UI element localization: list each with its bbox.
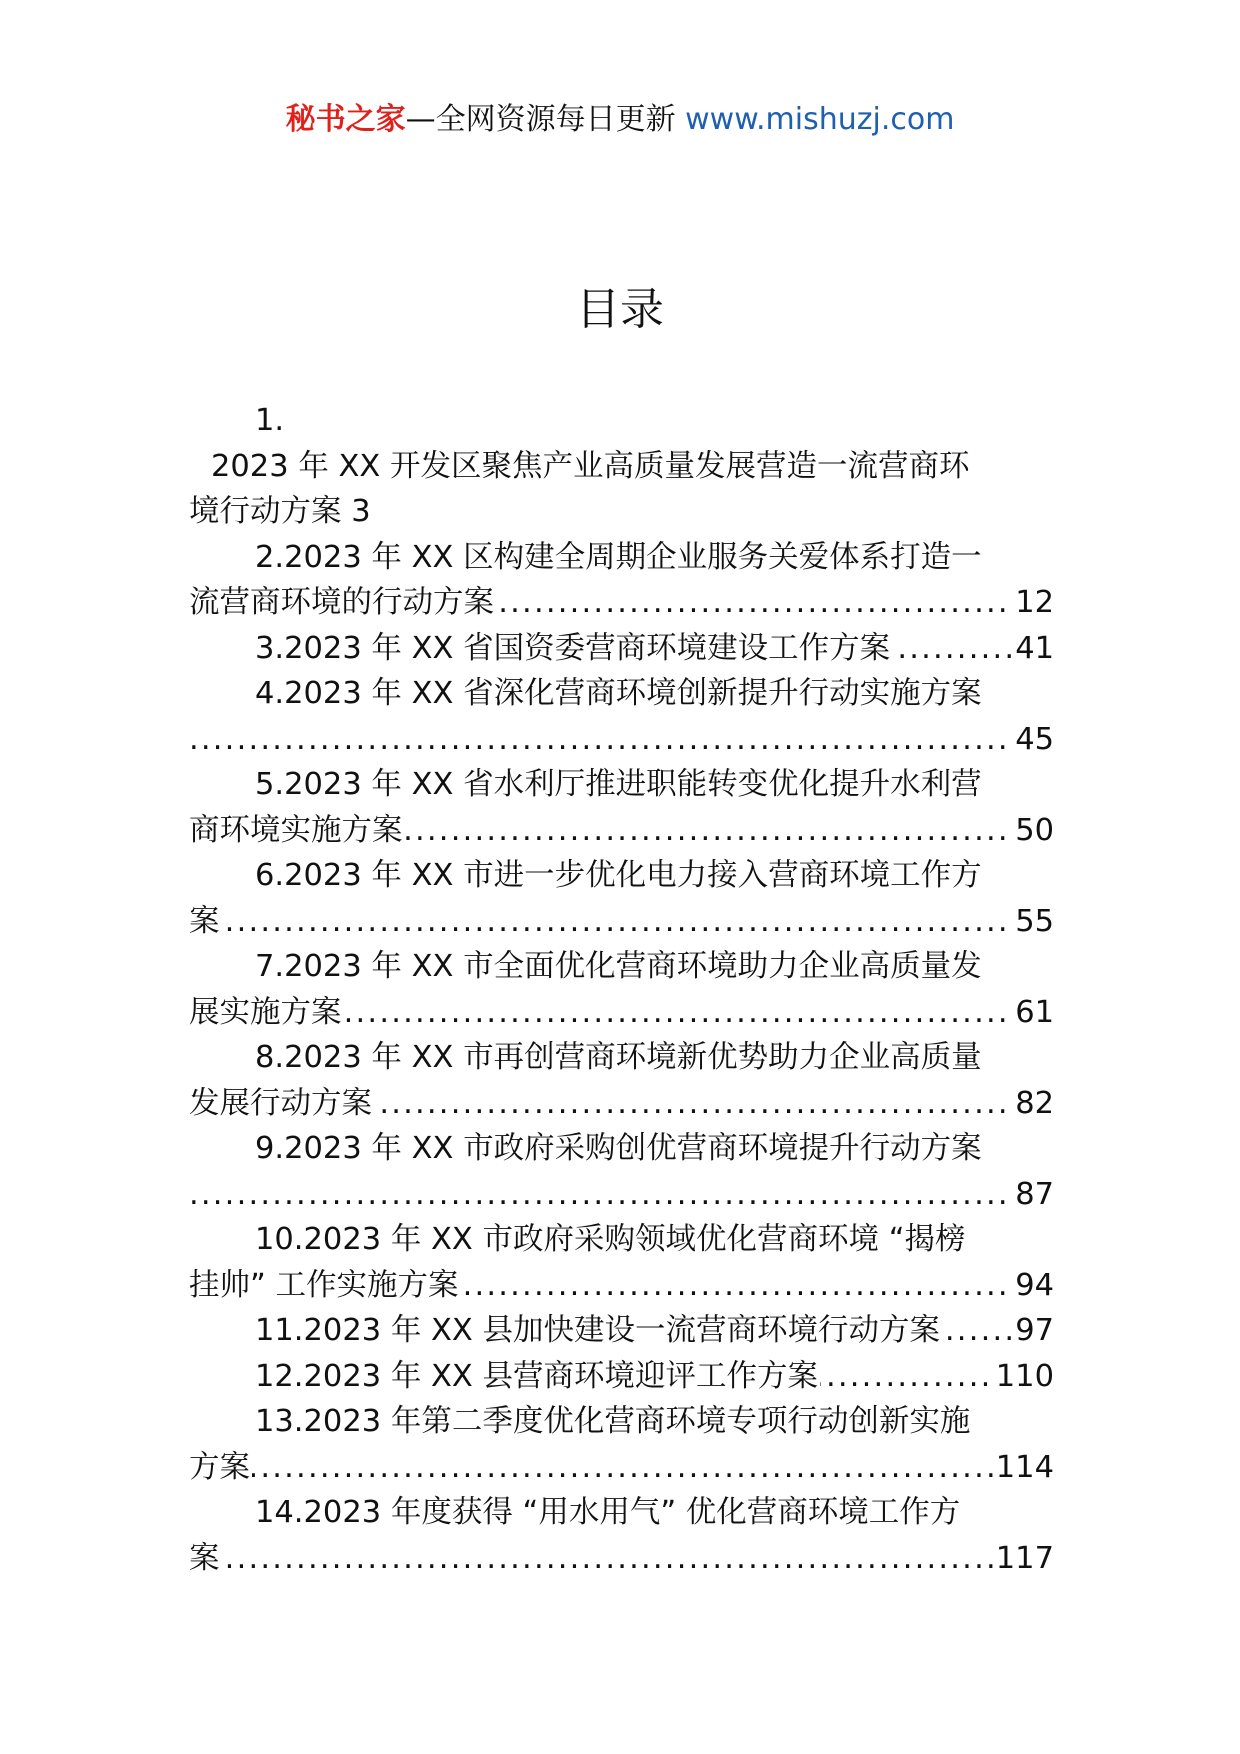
toc-entry-title: 11.2023 年 XX 县加快建设一流营商环境行动方案 <box>255 1313 940 1348</box>
toc-page-number: 110 <box>994 1354 1054 1400</box>
toc-entry-title-continued: 案 <box>189 903 220 939</box>
toc-entry-leader-line <box>189 717 1054 763</box>
toc-entry-1[interactable] <box>189 398 1054 535</box>
toc-entry-leader-line <box>189 1172 1054 1218</box>
toc-entry-5[interactable] <box>189 762 1054 853</box>
toc-page-number: 55 <box>1013 899 1054 945</box>
toc-entry-title: 2023 年 XX 开发区聚焦产业高质量发展营造一流营商环 <box>211 448 970 484</box>
banner-slogan: —全网资源每日更新 <box>405 102 686 137</box>
site-banner <box>0 100 1240 140</box>
toc-entry-4[interactable] <box>189 671 1054 762</box>
toc-entry-7[interactable] <box>189 944 1054 1035</box>
toc-entry-leader-line <box>189 1308 1054 1354</box>
toc-page-number: ..... 87 <box>1013 1172 1054 1218</box>
toc-page-number: ..... 45 <box>1013 717 1054 763</box>
toc-entry-title-continued: 展实施方案 <box>189 994 342 1030</box>
toc-entry-leader-line <box>189 1081 1054 1127</box>
toc-entry-title: 2.2023 年 XX 区构建全周期企业服务关爱体系打造一 <box>255 539 982 575</box>
toc-entry-title: 12.2023 年 XX 县营商环境迎评工作方案 <box>255 1358 818 1394</box>
toc-page-number: 114 <box>994 1445 1054 1491</box>
toc-entry-title-continued: 发展行动方案 <box>189 1085 372 1121</box>
toc-entry-title-continued: 商环境实施方案 <box>189 812 403 848</box>
toc-entry-6[interactable] <box>189 853 1054 944</box>
toc-page-number: 82 <box>1013 1081 1054 1127</box>
toc-entry-leader-line <box>189 899 1054 945</box>
toc-entry-title: 9.2023 年 XX 市政府采购创优营商环境提升行动方案 <box>255 1131 982 1166</box>
toc-entry-leader-line <box>189 1354 1054 1400</box>
toc-entry-title-continued: 境行动方案 3 <box>189 494 371 529</box>
toc-page-number: 50 <box>1013 808 1054 854</box>
toc-page-number: 97 <box>1013 1308 1054 1354</box>
toc-page-number: 117 <box>994 1536 1054 1582</box>
toc-entry-9[interactable] <box>189 1126 1054 1217</box>
toc-entry-12[interactable] <box>189 1354 1054 1400</box>
toc-entry-title: 8.2023 年 XX 市再创营商环境新优势助力企业高质量 <box>255 1040 982 1075</box>
toc-entry-leader-line <box>189 990 1054 1036</box>
toc-entry-title: 4.2023 年 XX 省深化营商环境创新提升行动实施方案 <box>255 676 982 711</box>
toc-entry-3[interactable] <box>189 626 1054 672</box>
toc-entry-title: 13.2023 年第二季度优化营商环境专项行动创新实施 <box>255 1404 971 1439</box>
toc-page-number: 41 <box>1013 626 1054 672</box>
toc-entry-title: 5.2023 年 XX 省水利厅推进职能转变优化提升水利营 <box>255 767 982 802</box>
toc-entry-number: 1. <box>255 403 285 438</box>
toc-entry-title-continued: 方案 <box>189 1449 250 1485</box>
toc-page-number: 61 <box>1013 990 1054 1036</box>
toc-entry-11[interactable] <box>189 1308 1054 1354</box>
toc-entry-leader-line <box>189 1536 1054 1582</box>
toc-entry-13[interactable] <box>189 1399 1054 1490</box>
toc-entry-10[interactable] <box>189 1217 1054 1308</box>
toc-page-number: 12 <box>1013 580 1054 626</box>
toc-entry-leader-line <box>189 808 1054 854</box>
toc-entry-2[interactable] <box>189 535 1054 626</box>
toc-entry-title: 7.2023 年 XX 市全面优化营商环境助力企业高质量发 <box>255 949 982 984</box>
toc-entry-14[interactable] <box>189 1490 1054 1581</box>
toc-entry-title: 14.2023 年度获得 “用水用气” 优化营商环境工作方 <box>255 1495 961 1530</box>
site-url-link[interactable]: www.mishuzj.com <box>685 102 955 137</box>
toc-entry-title: 3.2023 年 XX 省国资委营商环境建设工作方案 <box>255 630 891 666</box>
toc-entry-title-continued: 挂帅” 工作实施方案 <box>189 1267 459 1303</box>
brand-name: 秘书之家 <box>285 102 406 137</box>
toc-entry-title-continued: 流营商环境的行动方案 <box>189 585 494 620</box>
toc-entry-title-continued: 案 <box>189 1540 220 1576</box>
toc-entry-8[interactable] <box>189 1035 1054 1126</box>
toc-page-number: 94 <box>1013 1263 1054 1309</box>
toc-entry-leader-line <box>189 1263 1054 1309</box>
toc-entry-leader-line <box>189 580 1054 626</box>
toc-entry-leader-line <box>189 626 1054 672</box>
toc-entry-leader-line <box>189 1445 1054 1491</box>
page-title: 目录 <box>576 284 664 335</box>
table-of-contents <box>189 398 1054 1581</box>
toc-entry-title: 6.2023 年 XX 市进一步优化电力接入营商环境工作方 <box>255 858 982 893</box>
toc-entry-title: 10.2023 年 XX 市政府采购领域优化营商环境 “揭榜 <box>255 1222 966 1257</box>
